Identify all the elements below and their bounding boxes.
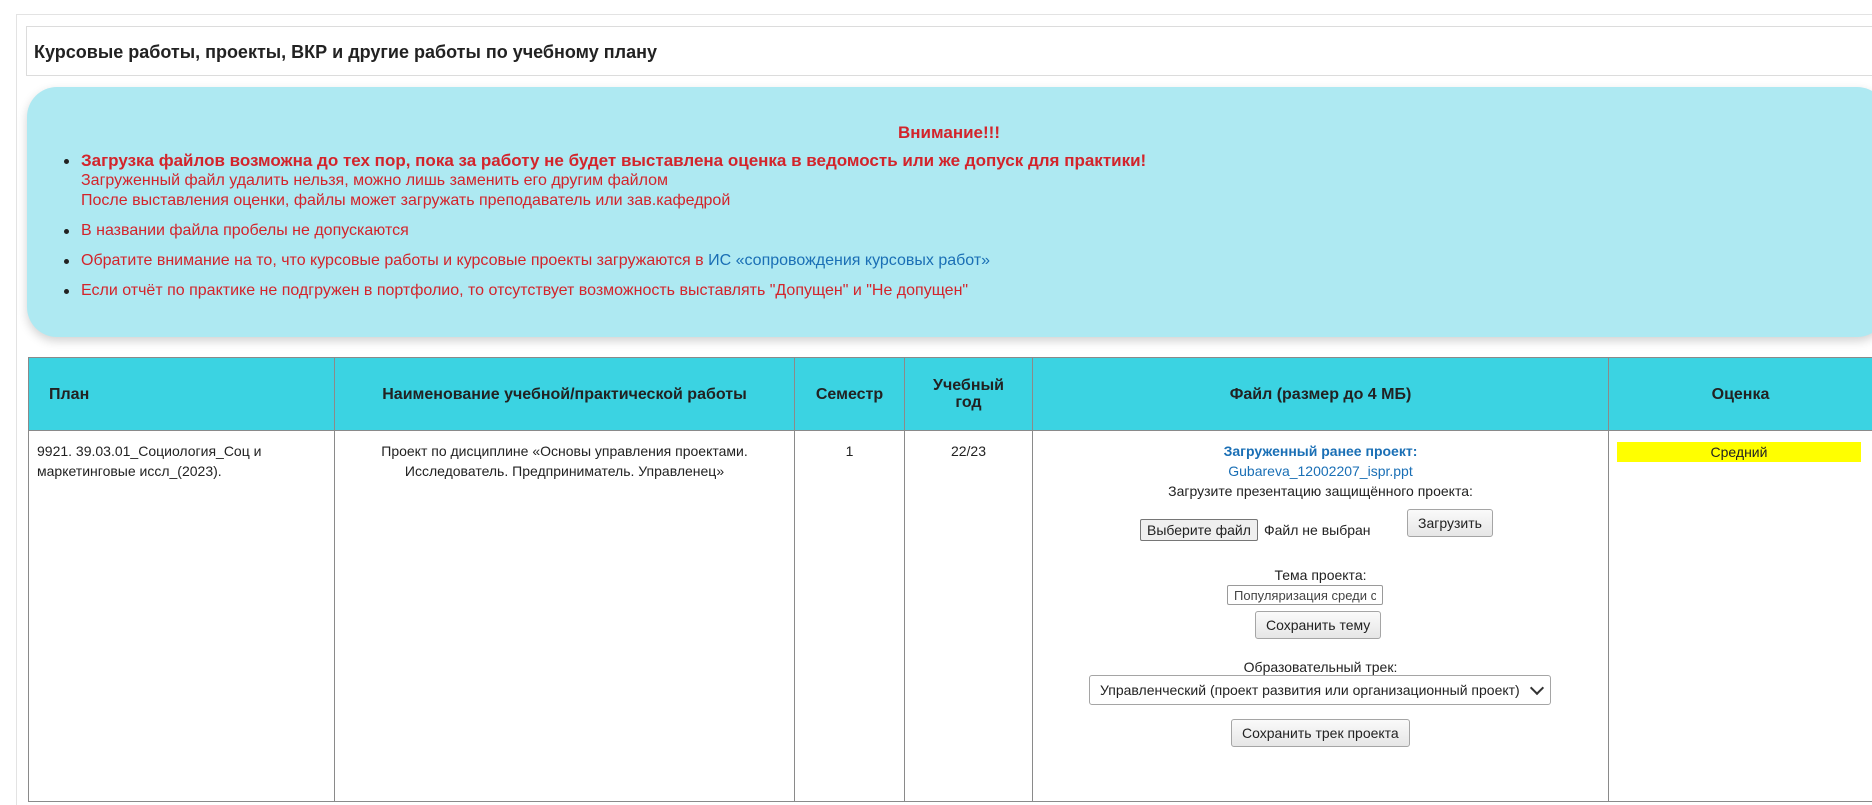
notice-item-practice-report [81, 281, 1146, 301]
uploaded-project-label: Загруженный ранее проект: [1033, 441, 1608, 461]
column-header-name: Наименование учебной/практической работы [335, 358, 795, 431]
work-name-line: Проект по дисциплине «Основы управления проектами. [335, 441, 794, 461]
coursework-system-link[interactable]: ИС «сопровождения курсовых работ» [708, 252, 990, 269]
education-track-label: Образовательный трек: [1033, 657, 1608, 677]
notice-item-text: Если отчёт по практике не подгружен в портфолио, то отсутствует возможность выставлять "Допущен" и "Не допущен" [81, 282, 968, 299]
table-header-row [29, 358, 1872, 431]
notice-item-upload-rules [81, 151, 1146, 211]
column-header-year-line: год [905, 394, 1032, 411]
works-table [28, 357, 1872, 802]
cell-file [1033, 431, 1609, 802]
upload-hint: Загрузите презентацию защищённого проекта: [1033, 481, 1608, 501]
notice-item-text: После выставления оценки, файлы может загружать преподаватель или зав.кафедрой [81, 191, 1146, 211]
chevron-down-icon [1530, 681, 1544, 695]
cell-plan: 9921. 39.03.01_Социология_Соц и маркетинговые иссл_(2023). [29, 431, 335, 802]
column-header-file: Файл (размер до 4 МБ) [1033, 358, 1609, 431]
column-header-year [905, 358, 1033, 431]
no-file-selected-label: Файл не выбран [1264, 520, 1371, 540]
save-theme-button[interactable]: Сохранить тему [1255, 611, 1381, 639]
notice-item-bold-text: Загрузка файлов возможна до тех пор, пока за работу не будет выставлена оценка в ведомость или же допуск для практики! [81, 151, 1146, 171]
choose-file-button[interactable]: Выберите файл [1140, 519, 1258, 541]
column-header-plan: План [29, 358, 335, 431]
notice-list [81, 151, 1146, 301]
notice-item-text: Загруженный файл удалить нельзя, можно лишь заменить его другим файлом [81, 171, 1146, 191]
attention-notice [27, 87, 1872, 337]
cell-academic-year: 22/23 [905, 431, 1033, 802]
table-row [29, 431, 1872, 802]
notice-item-coursework [81, 251, 1146, 271]
project-theme-label: Тема проекта: [1033, 565, 1608, 585]
notice-item-text: В названии файла пробелы не допускаются [81, 222, 409, 239]
cell-semester: 1 [795, 431, 905, 802]
column-header-semester: Семестр [795, 358, 905, 431]
upload-button[interactable]: Загрузить [1407, 509, 1493, 537]
notice-title: Внимание!!! [27, 123, 1871, 143]
page-header [26, 26, 1872, 76]
column-header-grade: Оценка [1609, 358, 1872, 431]
cell-work-name [335, 431, 795, 802]
file-panel [1033, 431, 1608, 791]
notice-item-text: Обратите внимание на то, что курсовые работы и курсовые проекты загружаются в [81, 252, 708, 269]
education-track-select[interactable] [1089, 675, 1551, 705]
notice-item-no-spaces [81, 221, 1146, 241]
save-track-button[interactable]: Сохранить трек проекта [1231, 719, 1410, 747]
project-theme-input[interactable] [1227, 585, 1383, 605]
uploaded-file-link[interactable]: Gubareva_12002207_ispr.ppt [1033, 461, 1608, 481]
education-track-selected-value: Управленческий (проект развития или организационный проект) [1100, 682, 1520, 698]
column-header-year-line: Учебный [905, 377, 1032, 394]
cell-grade [1609, 431, 1872, 802]
grade-badge: Средний [1617, 442, 1861, 462]
page-title: Курсовые работы, проекты, ВКР и другие работы по учебному плану [34, 42, 657, 63]
work-name-line: Исследователь. Предприниматель. Управленец» [335, 461, 794, 481]
